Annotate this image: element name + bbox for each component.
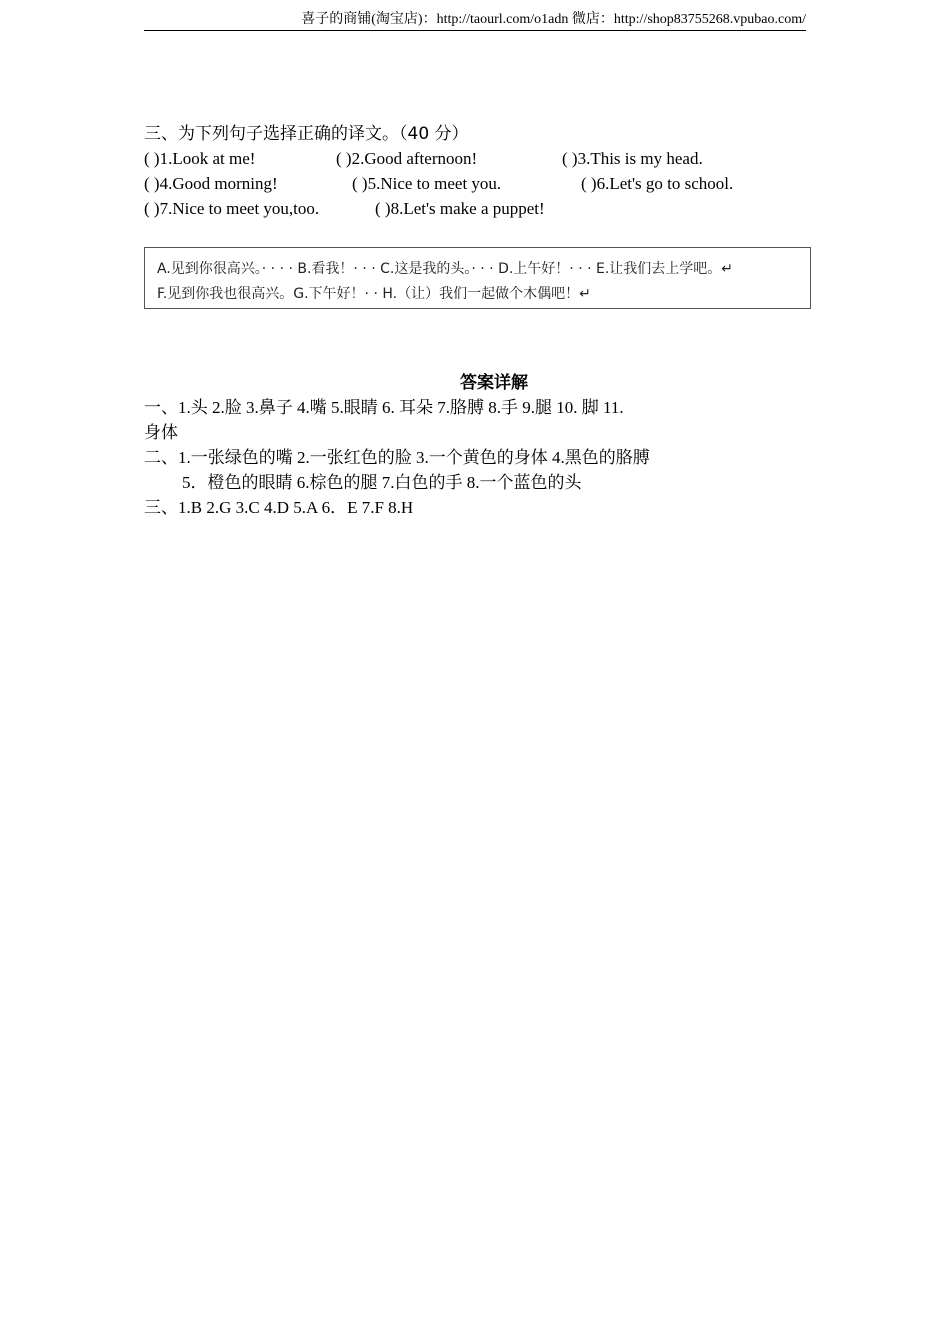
page-header: 喜子的商铺(淘宝店)：http://taourl.com/o1adn 微店：http://shop83755268.vpubao.com/	[144, 10, 806, 31]
question-item: ( )7.Nice to meet you,too.	[144, 199, 320, 218]
question-row	[144, 198, 806, 220]
question-item: ( )4.Good morning!	[144, 174, 278, 193]
question-item: ( )1.Look at me!	[144, 149, 256, 168]
options-box	[144, 247, 811, 309]
answer-line: 5．橙色的眼睛 6.棕色的腿 7.白色的手 8.一个蓝色的头	[182, 473, 582, 492]
answer-line: 身体	[144, 423, 178, 442]
answer-line: 三、1.B 2.G 3.C 4.D 5.A 6．E 7.F 8.H	[144, 498, 414, 517]
question-row	[144, 173, 806, 195]
question-item: ( )2.Good afternoon!	[336, 149, 478, 168]
answer-line: 一、1.头 2.脸 3.鼻子 4.嘴 5.眼睛 6. 耳朵 7.胳膊 8.手 9.腿 10. 脚 11.	[144, 398, 624, 417]
answer-line: 二、1.一张绿色的嘴 2.一张红色的脸 3.一个黄色的身体 4.黑色的胳膊	[144, 448, 650, 467]
question-item: ( )6.Let's go to school.	[581, 174, 734, 193]
options-line: F.见到你我也很高兴。G.下午好！· · H.（让）我们一起做个木偶吧！↵	[157, 286, 591, 302]
question-item: ( )3.This is my head.	[562, 149, 703, 168]
answers-title: 答案详解	[460, 373, 528, 393]
question-row	[144, 148, 806, 170]
question-item: ( )8.Let's make a puppet!	[375, 199, 545, 218]
options-line: A.见到你很高兴。· · · · B.看我！· · · C.这是我的头。· · · D.上午好！· · · E.让我们去上学吧。↵	[157, 261, 734, 277]
section-title: 三、为下列句子选择正确的译文。（40 分）	[144, 124, 469, 144]
question-item: ( )5.Nice to meet you.	[352, 174, 502, 193]
